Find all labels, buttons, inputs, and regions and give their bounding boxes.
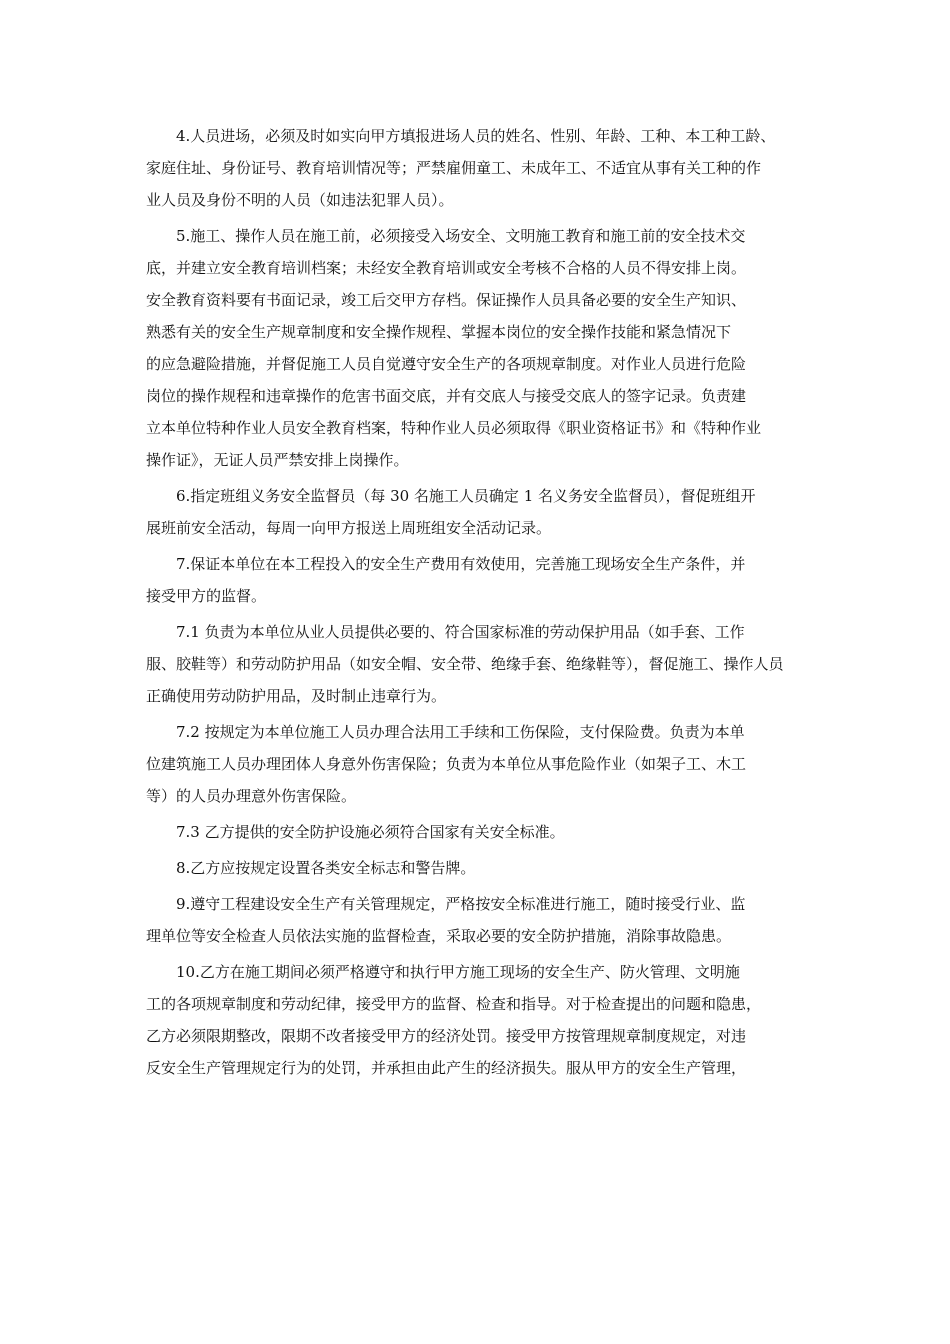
- paragraph-item-7-3: [146, 816, 806, 848]
- paragraph-item-10: [146, 956, 806, 1084]
- text-line: 7.2 按规定为本单位施工人员办理合法用工手续和工伤保险，支付保险费。负责为本单: [176, 723, 745, 741]
- text-line: 10.乙方在施工期间必须严格遵守和执行甲方施工现场的安全生产、防火管理、文明施: [176, 963, 740, 981]
- text-line: 理单位等安全检查人员依法实施的监督检查，采取必要的安全防护措施，消除事故隐患。: [146, 927, 732, 945]
- text-line: 展班前安全活动，每周一向甲方报送上周班组安全活动记录。: [146, 519, 552, 537]
- text-line: 位建筑施工人员办理团体人身意外伤害保险；负责为本单位从事危险作业（如架子工、木工: [146, 755, 747, 773]
- paragraph-item-9: [146, 888, 806, 952]
- text-line: 服、胶鞋等）和劳动防护用品（如安全帽、安全带、绝缘手套、绝缘鞋等），督促施工、操作人员: [146, 655, 784, 673]
- paragraph-item-7: [146, 548, 806, 612]
- paragraph-item-7-2: [146, 716, 806, 812]
- paragraph-item-6: [146, 480, 806, 544]
- text-line: 业人员及身份不明的人员（如违法犯罪人员）。: [146, 191, 454, 209]
- text-line: 6.指定班组义务安全监督员（每 30 名施工人员确定 1 名义务安全监督员），督促班组开: [176, 487, 756, 505]
- text-line: 8.乙方应按规定设置各类安全标志和警告牌。: [176, 859, 476, 877]
- text-line: 正确使用劳动防护用品，及时制止违章行为。: [146, 687, 447, 705]
- text-line: 等）的人员办理意外伤害保险。: [146, 787, 357, 805]
- text-line: 7.3 乙方提供的安全防护设施必须符合国家有关安全标准。: [176, 823, 565, 841]
- text-line: 7.1 负责为本单位从业人员提供必要的、符合国家标准的劳动保护用品（如手套、工作: [176, 623, 745, 641]
- text-line: 操作证》，无证人员严禁安排上岗操作。: [146, 451, 409, 469]
- text-line: 乙方必须限期整改，限期不改者接受甲方的经济处罚。接受甲方按管理规章制度规定，对违: [146, 1027, 747, 1045]
- text-line: 安全教育资料要有书面记录，竣工后交甲方存档。保证操作人员具备必要的安全生产知识、: [146, 291, 747, 309]
- text-line: 家庭住址、身份证号、教育培训情况等；严禁雇佣童工、未成年工、不适宜从事有关工种的作: [146, 159, 762, 177]
- paragraph-item-7-1: [146, 616, 806, 712]
- text-line: 工的各项规章制度和劳动纪律，接受甲方的监督、检查和指导。对于检查提出的问题和隐患，: [146, 995, 762, 1013]
- text-line: 7.保证本单位在本工程投入的安全生产费用有效使用，完善施工现场安全生产条件，并: [176, 555, 746, 573]
- text-line: 反安全生产管理规定行为的处罚，并承担由此产生的经济损失。服从甲方的安全生产管理，: [146, 1059, 747, 1077]
- text-line: 立本单位特种作业人员安全教育档案，特种作业人员必须取得《职业资格证书》和《特种作业: [146, 419, 762, 437]
- text-line: 9.遵守工程建设安全生产有关管理规定，严格按安全标准进行施工，随时接受行业、监: [176, 895, 746, 913]
- text-line: 熟悉有关的安全生产规章制度和安全操作规程、掌握本岗位的安全操作技能和紧急情况下: [146, 323, 732, 341]
- text-line: 岗位的操作规程和违章操作的危害书面交底，并有交底人与接受交底人的签字记录。负责建: [146, 387, 747, 405]
- text-line: 4.人员进场，必须及时如实向甲方填报进场人员的姓名、性别、年龄、工种、本工种工龄、: [176, 127, 776, 145]
- paragraph-item-8: [146, 852, 806, 884]
- text-line: 的应急避险措施，并督促施工人员自觉遵守安全生产的各项规章制度。对作业人员进行危险: [146, 355, 747, 373]
- text-line: 5.施工、操作人员在施工前，必须接受入场安全、文明施工教育和施工前的安全技术交: [176, 227, 746, 245]
- text-line: 接受甲方的监督。: [146, 587, 267, 605]
- document-body: [146, 120, 806, 1088]
- text-line: 底，并建立安全教育培训档案；未经安全教育培训或安全考核不合格的人员不得安排上岗。: [146, 259, 747, 277]
- paragraph-item-4: [146, 120, 806, 216]
- paragraph-item-5: [146, 220, 806, 476]
